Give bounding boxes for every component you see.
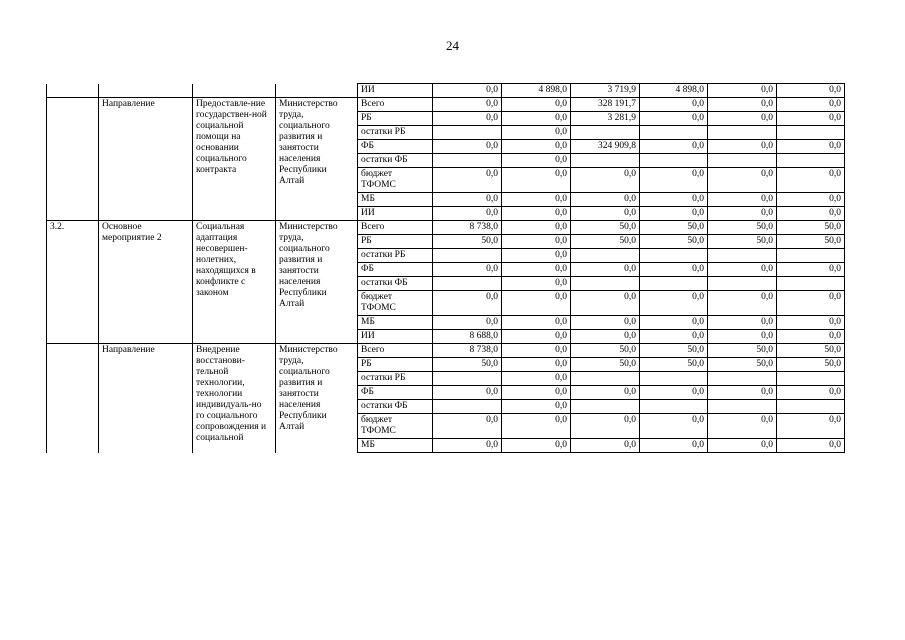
value-cell: 0,0 xyxy=(571,168,640,193)
value-cell: 0,0 xyxy=(502,386,571,400)
value-cell: 50,0 xyxy=(777,358,845,372)
value-cell: 0,0 xyxy=(708,330,777,344)
source-cell: бюджет ТФОМС xyxy=(358,414,433,439)
value-cell: 0,0 xyxy=(502,263,571,277)
source-cell: остатки РБ xyxy=(358,249,433,263)
value-cell: 50,0 xyxy=(571,358,640,372)
value-cell: 0,0 xyxy=(640,263,708,277)
value-cell: 0,0 xyxy=(777,386,845,400)
executor-cell xyxy=(276,84,358,98)
source-cell: остатки ФБ xyxy=(358,400,433,414)
value-cell: 0,0 xyxy=(708,386,777,400)
value-cell xyxy=(777,126,845,140)
value-cell xyxy=(640,277,708,291)
value-cell: 0,0 xyxy=(777,414,845,439)
value-cell xyxy=(640,372,708,386)
value-cell: 0,0 xyxy=(777,291,845,316)
item-name-cell: Основное мероприятие 2 xyxy=(99,221,193,344)
value-cell xyxy=(777,277,845,291)
source-cell: ФБ xyxy=(358,386,433,400)
value-cell: 50,0 xyxy=(640,344,708,358)
value-cell: 0,0 xyxy=(640,207,708,221)
value-cell: 0,0 xyxy=(640,193,708,207)
value-cell: 0,0 xyxy=(708,439,777,453)
value-cell: 0,0 xyxy=(502,235,571,249)
value-cell: 50,0 xyxy=(640,235,708,249)
value-cell: 0,0 xyxy=(777,168,845,193)
value-cell: 50,0 xyxy=(777,221,845,235)
value-cell: 0,0 xyxy=(502,316,571,330)
source-cell: остатки РБ xyxy=(358,372,433,386)
value-cell: 50,0 xyxy=(777,235,845,249)
value-cell: 0,0 xyxy=(708,193,777,207)
value-cell: 0,0 xyxy=(708,140,777,154)
value-cell: 3 281,9 xyxy=(571,112,640,126)
value-cell: 50,0 xyxy=(571,221,640,235)
source-cell: ИИ xyxy=(358,330,433,344)
executor-cell: Министерство труда, социального развития и занятости населения Республики Алтай xyxy=(276,344,358,453)
value-cell: 50,0 xyxy=(640,358,708,372)
value-cell: 0,0 xyxy=(777,98,845,112)
source-cell: бюджет ТФОМС xyxy=(358,168,433,193)
value-cell: 0,0 xyxy=(571,386,640,400)
value-cell: 328 191,7 xyxy=(571,98,640,112)
item-name-cell: Направление xyxy=(99,344,193,453)
value-cell: 50,0 xyxy=(571,235,640,249)
value-cell: 0,0 xyxy=(640,414,708,439)
value-cell: 324 909,8 xyxy=(571,140,640,154)
value-cell xyxy=(433,372,502,386)
value-cell xyxy=(777,249,845,263)
value-cell: 0,0 xyxy=(433,414,502,439)
source-cell: МБ xyxy=(358,316,433,330)
source-cell: ФБ xyxy=(358,140,433,154)
source-cell: МБ xyxy=(358,439,433,453)
value-cell: 0,0 xyxy=(777,193,845,207)
value-cell: 0,0 xyxy=(433,98,502,112)
value-cell: 0,0 xyxy=(433,386,502,400)
value-cell: 0,0 xyxy=(502,400,571,414)
value-cell: 0,0 xyxy=(502,439,571,453)
value-cell: 0,0 xyxy=(571,207,640,221)
value-cell: 0,0 xyxy=(502,207,571,221)
page-number: 24 xyxy=(446,38,459,53)
budget-table xyxy=(46,83,845,453)
value-cell xyxy=(433,154,502,168)
value-cell: 0,0 xyxy=(777,207,845,221)
value-cell: 0,0 xyxy=(640,316,708,330)
value-cell: 0,0 xyxy=(433,112,502,126)
value-cell: 0,0 xyxy=(502,154,571,168)
source-cell: ИИ xyxy=(358,84,433,98)
value-cell: 0,0 xyxy=(433,439,502,453)
value-cell: 8 738,0 xyxy=(433,221,502,235)
value-cell xyxy=(777,154,845,168)
table-row xyxy=(47,84,845,98)
value-cell: 0,0 xyxy=(777,140,845,154)
value-cell xyxy=(571,400,640,414)
value-cell: 0,0 xyxy=(502,98,571,112)
value-cell: 50,0 xyxy=(708,358,777,372)
value-cell: 50,0 xyxy=(571,344,640,358)
value-cell xyxy=(433,126,502,140)
value-cell: 0,0 xyxy=(502,372,571,386)
value-cell: 0,0 xyxy=(433,316,502,330)
value-cell: 0,0 xyxy=(433,84,502,98)
value-cell: 0,0 xyxy=(502,330,571,344)
source-cell: Всего xyxy=(358,344,433,358)
value-cell xyxy=(571,154,640,168)
value-cell: 0,0 xyxy=(502,126,571,140)
value-cell: 0,0 xyxy=(708,414,777,439)
table-body xyxy=(47,84,845,453)
value-cell: 0,0 xyxy=(777,316,845,330)
value-cell xyxy=(777,400,845,414)
value-cell: 0,0 xyxy=(433,140,502,154)
value-cell: 50,0 xyxy=(640,221,708,235)
value-cell xyxy=(640,249,708,263)
value-cell xyxy=(571,277,640,291)
value-cell xyxy=(708,249,777,263)
value-cell xyxy=(433,249,502,263)
value-cell: 50,0 xyxy=(708,221,777,235)
value-cell: 0,0 xyxy=(502,414,571,439)
value-cell: 0,0 xyxy=(433,207,502,221)
value-cell: 50,0 xyxy=(433,358,502,372)
value-cell: 0,0 xyxy=(640,98,708,112)
value-cell xyxy=(640,400,708,414)
value-cell: 0,0 xyxy=(571,330,640,344)
value-cell: 8 738,0 xyxy=(433,344,502,358)
table-row xyxy=(47,344,845,358)
source-cell: Всего xyxy=(358,221,433,235)
description-cell: Внедрение восстанови-тельной технологии, технологии индивидуаль-но го социального сопровождения и социальной xyxy=(193,344,276,453)
value-cell xyxy=(777,372,845,386)
value-cell: 0,0 xyxy=(708,112,777,126)
value-cell: 0,0 xyxy=(433,193,502,207)
source-cell: остатки ФБ xyxy=(358,154,433,168)
value-cell: 0,0 xyxy=(640,168,708,193)
value-cell xyxy=(433,277,502,291)
value-cell: 0,0 xyxy=(708,263,777,277)
description-cell xyxy=(193,84,276,98)
value-cell: 0,0 xyxy=(502,344,571,358)
value-cell xyxy=(640,154,708,168)
value-cell: 4 898,0 xyxy=(502,84,571,98)
description-cell: Социальная адаптация несовершен-нолетних, находящихся в конфликте с законом xyxy=(193,221,276,344)
value-cell: 0,0 xyxy=(640,330,708,344)
value-cell: 0,0 xyxy=(502,249,571,263)
source-cell: РБ xyxy=(358,112,433,126)
value-cell: 50,0 xyxy=(777,344,845,358)
value-cell: 0,0 xyxy=(777,84,845,98)
value-cell: 0,0 xyxy=(571,439,640,453)
value-cell: 0,0 xyxy=(571,193,640,207)
item-name-cell: Направление xyxy=(99,98,193,221)
value-cell: 0,0 xyxy=(433,291,502,316)
value-cell xyxy=(433,400,502,414)
source-cell: Всего xyxy=(358,98,433,112)
value-cell: 0,0 xyxy=(502,168,571,193)
value-cell: 0,0 xyxy=(708,168,777,193)
value-cell: 0,0 xyxy=(571,414,640,439)
value-cell: 8 688,0 xyxy=(433,330,502,344)
value-cell xyxy=(571,249,640,263)
value-cell: 0,0 xyxy=(502,291,571,316)
value-cell: 3 719,9 xyxy=(571,84,640,98)
value-cell: 0,0 xyxy=(777,263,845,277)
value-cell: 0,0 xyxy=(708,316,777,330)
source-cell: МБ xyxy=(358,193,433,207)
value-cell xyxy=(640,126,708,140)
value-cell xyxy=(708,126,777,140)
value-cell: 0,0 xyxy=(502,277,571,291)
value-cell: 0,0 xyxy=(502,140,571,154)
value-cell: 0,0 xyxy=(433,263,502,277)
value-cell: 0,0 xyxy=(640,112,708,126)
value-cell: 0,0 xyxy=(708,98,777,112)
value-cell: 4 898,0 xyxy=(640,84,708,98)
value-cell: 0,0 xyxy=(571,316,640,330)
value-cell: 50,0 xyxy=(708,235,777,249)
value-cell: 0,0 xyxy=(640,140,708,154)
value-cell: 0,0 xyxy=(502,221,571,235)
source-cell: РБ xyxy=(358,358,433,372)
value-cell: 0,0 xyxy=(571,291,640,316)
value-cell: 0,0 xyxy=(640,386,708,400)
source-cell: остатки РБ xyxy=(358,126,433,140)
value-cell xyxy=(571,372,640,386)
source-cell: РБ xyxy=(358,235,433,249)
value-cell: 0,0 xyxy=(708,207,777,221)
source-cell: ФБ xyxy=(358,263,433,277)
item-name-cell xyxy=(99,84,193,98)
value-cell: 0,0 xyxy=(433,168,502,193)
value-cell: 50,0 xyxy=(708,344,777,358)
source-cell: остатки ФБ xyxy=(358,277,433,291)
value-cell: 0,0 xyxy=(777,112,845,126)
value-cell xyxy=(708,154,777,168)
source-cell: бюджет ТФОМС xyxy=(358,291,433,316)
description-cell: Предоставле-ние государствен-ной социальной помощи на основании социального контракта xyxy=(193,98,276,221)
value-cell: 0,0 xyxy=(708,84,777,98)
value-cell: 0,0 xyxy=(640,291,708,316)
value-cell: 0,0 xyxy=(777,330,845,344)
value-cell: 0,0 xyxy=(502,358,571,372)
value-cell: 0,0 xyxy=(708,291,777,316)
executor-cell: Министерство труда, социального развития и занятости населения Республики Алтай xyxy=(276,98,358,221)
value-cell: 0,0 xyxy=(640,439,708,453)
row-number-cell xyxy=(47,344,99,453)
executor-cell: Министерство труда, социального развития и занятости населения Республики Алтай xyxy=(276,221,358,344)
value-cell: 50,0 xyxy=(433,235,502,249)
value-cell: 0,0 xyxy=(777,439,845,453)
row-number-cell xyxy=(47,84,99,98)
table-row xyxy=(47,98,845,112)
row-number-cell xyxy=(47,98,99,221)
value-cell xyxy=(571,126,640,140)
value-cell: 0,0 xyxy=(502,193,571,207)
row-number-cell: 3.2. xyxy=(47,221,99,344)
source-cell: ИИ xyxy=(358,207,433,221)
value-cell xyxy=(708,372,777,386)
table-row xyxy=(47,221,845,235)
value-cell: 0,0 xyxy=(571,263,640,277)
value-cell xyxy=(708,277,777,291)
value-cell xyxy=(708,400,777,414)
value-cell: 0,0 xyxy=(502,112,571,126)
